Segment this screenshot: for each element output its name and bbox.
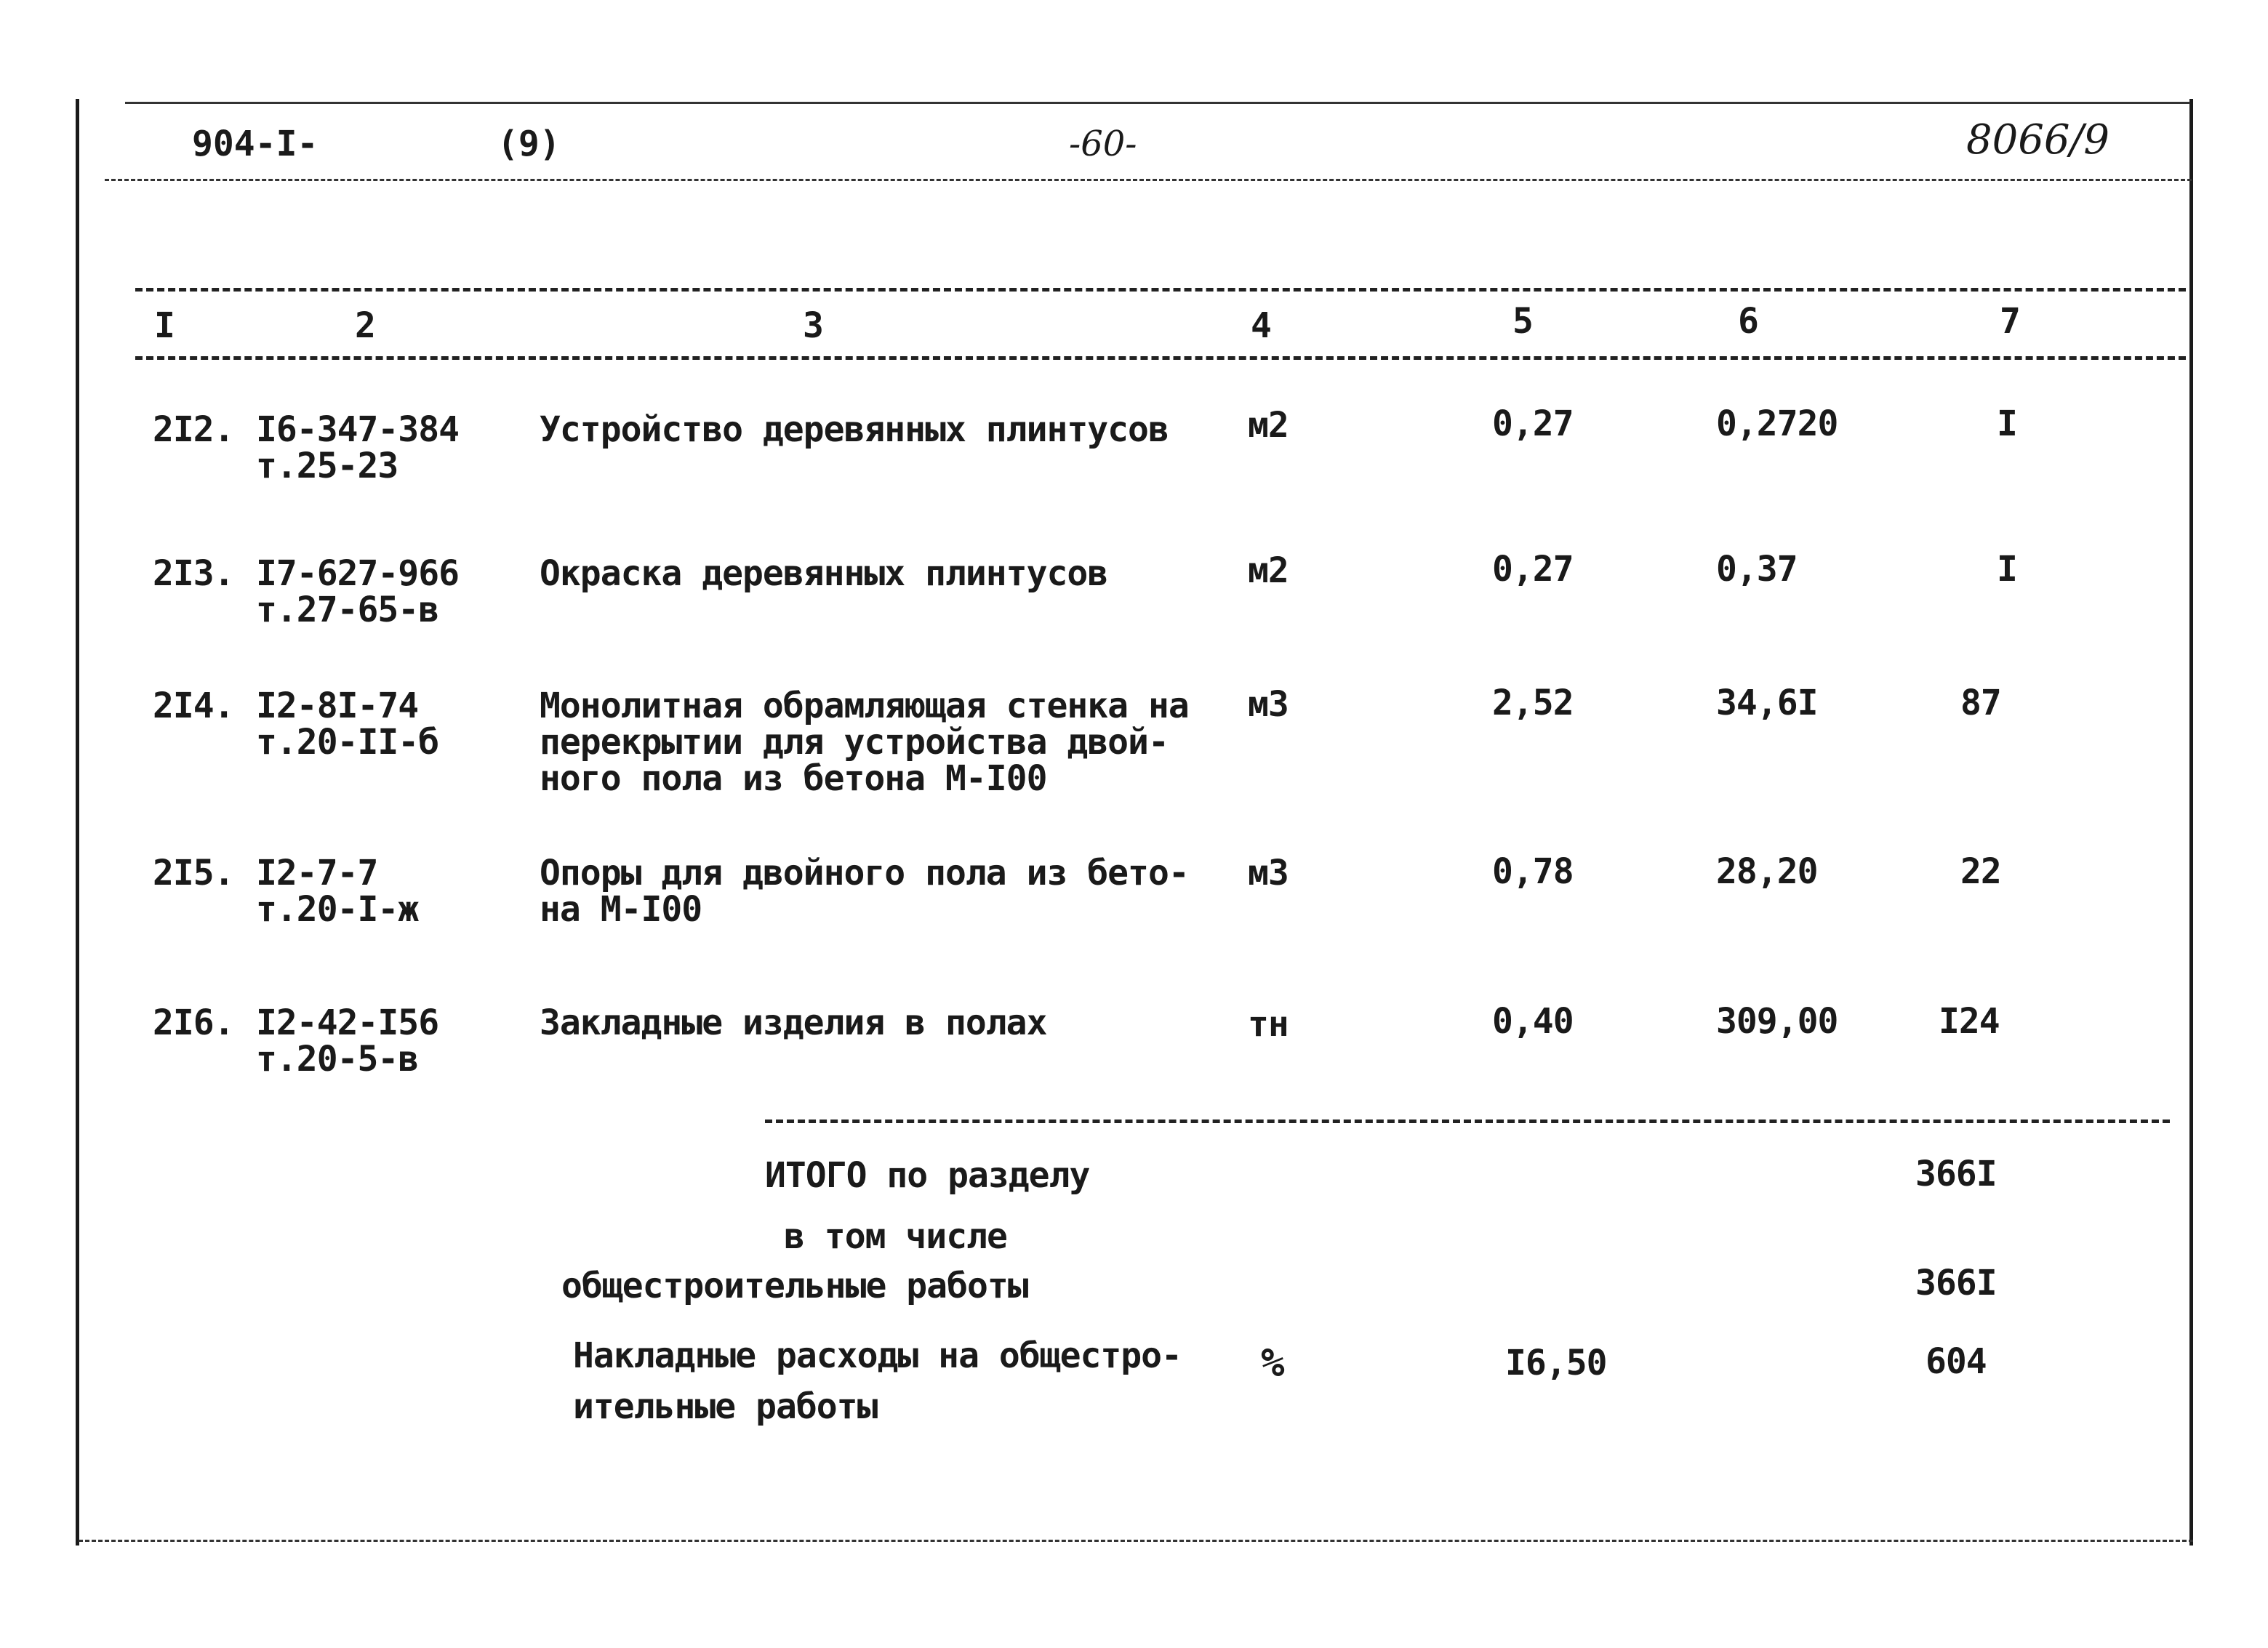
row-214-unit: м3 <box>1248 684 1289 725</box>
row-214-total: 87 <box>1960 683 2001 723</box>
row-214-code: I2-8I-74 т.20-II-б <box>256 686 439 763</box>
summary-including-label: в том числе <box>784 1216 1007 1257</box>
column-number-3: 3 <box>803 305 824 346</box>
row-215-name: Опоры для двойного пола из бето- на М-I00 <box>540 853 1189 930</box>
row-216-unit: тн <box>1248 1004 1289 1045</box>
row-212-code: I6-347-384 т.25-23 <box>256 409 459 486</box>
row-214-name: Монолитная обрамляющая стенка на перекрытии для устройства двой- ного пола из бетона М-I00 <box>540 686 1189 799</box>
column-number-2: 2 <box>355 305 376 346</box>
summary-total-value: 366I <box>1915 1154 1997 1194</box>
row-216-number: 2I6. <box>153 1002 234 1043</box>
row-213-qty: 0,27 <box>1492 549 1574 590</box>
row-216-total: I24 <box>1939 1001 2000 1042</box>
column-number-6: 6 <box>1738 301 1759 342</box>
summary-total-label: ИТОГО по разделу <box>765 1155 1090 1196</box>
row-214-qty: 2,52 <box>1492 683 1574 723</box>
column-header-top-rule <box>135 288 2186 292</box>
page-number: -60- <box>1069 124 1137 164</box>
row-213-code: I7-627-966 т.27-65-в <box>256 553 459 630</box>
row-213-total: I <box>1997 549 2017 590</box>
summary-general-value: 366I <box>1915 1263 1997 1303</box>
row-216-name: Закладные изделия в полах <box>540 1002 1047 1043</box>
row-216-qty: 0,40 <box>1492 1001 1574 1042</box>
frame-top-line <box>125 102 2190 104</box>
row-215-number: 2I5. <box>153 853 234 893</box>
row-215-unit: м3 <box>1248 853 1289 893</box>
row-212-qty: 0,27 <box>1492 403 1574 444</box>
row-213-number: 2I3. <box>153 553 234 594</box>
row-215-price: 28,20 <box>1716 851 1818 892</box>
column-number-7: 7 <box>2000 301 2021 342</box>
summary-overhead-value: 604 <box>1926 1341 1987 1382</box>
row-213-price: 0,37 <box>1716 549 1798 590</box>
frame-bottom-line <box>79 1540 2193 1542</box>
album-number: (9) <box>497 124 561 164</box>
row-215-total: 22 <box>1960 851 2001 892</box>
header-underline <box>105 179 2192 181</box>
row-214-price: 34,6I <box>1716 683 1818 723</box>
row-213-unit: м2 <box>1248 550 1289 591</box>
row-215-code: I2-7-7 т.20-I-ж <box>256 853 419 930</box>
summary-general-label: общестроительные работы <box>561 1266 1028 1306</box>
summary-overhead-label: Накладные расходы на общестро- ительные работы <box>573 1335 1182 1427</box>
summary-overhead-rate: I6,50 <box>1505 1343 1607 1383</box>
row-212-name: Устройство деревянных плинтусов <box>540 409 1169 450</box>
row-212-total: I <box>1997 403 2017 444</box>
frame-right-border <box>2189 99 2193 1545</box>
row-216-code: I2-42-I56 т.20-5-в <box>256 1002 439 1080</box>
column-number-4: 4 <box>1251 305 1272 346</box>
column-number-1: I <box>154 305 175 346</box>
row-215-qty: 0,78 <box>1492 851 1574 892</box>
summary-overhead-unit: % <box>1261 1340 1284 1386</box>
row-214-number: 2I4. <box>153 686 234 726</box>
inventory-number: 8066/9 <box>1966 116 2110 164</box>
row-212-price: 0,2720 <box>1716 403 1838 444</box>
row-212-unit: м2 <box>1248 405 1289 446</box>
frame-left-border <box>76 99 79 1545</box>
column-number-5: 5 <box>1512 301 1534 342</box>
row-212-number: 2I2. <box>153 409 234 450</box>
row-216-price: 309,00 <box>1716 1001 1838 1042</box>
doc-code: 904-I- <box>192 124 318 164</box>
summary-rule <box>765 1120 2170 1123</box>
row-213-name: Окраска деревянных плинтусов <box>540 553 1108 594</box>
column-header-bottom-rule <box>135 356 2186 360</box>
